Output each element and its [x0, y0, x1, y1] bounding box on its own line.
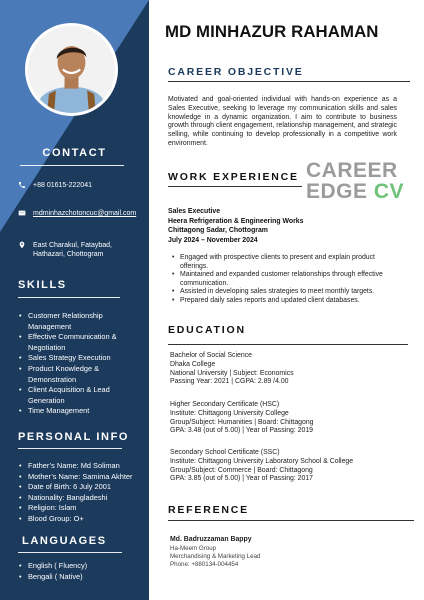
job-duty-item: • Prepared daily sales reports and updated client databases. — [172, 297, 404, 306]
reference-role: Merchandising & Marketing Lead — [170, 553, 261, 560]
skill-item: • Effective Communication & Negotiation — [18, 332, 143, 353]
personal-info-item: • Date of Birth: 6 July 2001 — [18, 482, 143, 493]
contact-phone — [18, 181, 92, 191]
reference-phone: Phone: +880134-004454 — [170, 561, 239, 568]
logo-line-2 — [306, 181, 404, 202]
career-edge-cv-logo — [306, 160, 414, 204]
job-company: Heera Refrigeration & Engineering Works — [168, 217, 304, 225]
education-divider — [168, 344, 408, 345]
education-line: Group/Subject: Humanities | Board: Chittagong — [170, 418, 314, 426]
reference-divider — [168, 520, 414, 521]
education-line: Passing Year: 2021 | CGPA: 2.89 /4.00 — [170, 378, 289, 386]
languages-heading: LANGUAGES — [22, 535, 107, 547]
reference-heading: REFERENCE — [168, 504, 249, 516]
skill-item: • Time Management — [18, 406, 143, 417]
profile-photo-avatar — [28, 26, 115, 113]
career-objective-text: Motivated and goal-oriented individual with hands-on experience as a Sales Executive, seeking to leverage my communication skills and sales knowledge in a dynamic organization. I aim to contribute to business growth through client engagement, relationship management, and strategic selling, while continuing to develop professionally in a competitive work environment. — [168, 96, 397, 147]
career-objective-divider — [168, 81, 410, 82]
education-line: Bachelor of Social Science — [170, 352, 252, 359]
contact-divider — [20, 165, 124, 166]
education-line: Dhaka College — [170, 360, 216, 368]
work-experience-divider — [168, 186, 302, 187]
education-line: Institute: Chittagong University College — [170, 409, 289, 417]
logo-line-1: CAREER — [306, 159, 398, 182]
education-line: GPA: 3.48 (out of 5.00) | Year of Passing: 2019 — [170, 427, 314, 435]
personal-info-item: • Religion: Islam — [18, 503, 143, 514]
education-line: National University | Subject: Economics — [170, 369, 294, 377]
candidate-name: MD MINHAZUR RAHAMAN — [165, 22, 379, 41]
skills-heading: SKILLS — [18, 279, 67, 291]
education-entry-bachelor — [170, 352, 404, 387]
contact-email[interactable] — [18, 209, 136, 219]
skills-list — [18, 311, 143, 417]
reference-block — [170, 535, 260, 569]
email-link[interactable]: mdminhazchotoncuc@gmail.com — [33, 210, 137, 217]
skills-divider — [18, 297, 120, 298]
education-line: GPA: 3.85 (out of 5.00) | Year of Passing: 2017 — [170, 475, 314, 483]
phone-icon — [18, 181, 30, 191]
personal-info-item: • Blood Group: O+ — [18, 514, 143, 525]
profile-photo — [25, 23, 118, 116]
personal-info-item: • Mother’s Name: Samima Akhter — [18, 472, 143, 483]
sidebar — [0, 0, 149, 600]
language-item: • Bengali ( Native) — [18, 572, 143, 583]
phone-text: +88 01615-222041 — [33, 182, 92, 189]
education-entry-hsc — [170, 401, 404, 436]
job-location: Chittagong Sadar, Chottogram — [168, 227, 268, 235]
reference-org: Ha-Meem Group — [170, 545, 217, 552]
career-objective-heading: CAREER OBJECTIVE — [168, 66, 304, 78]
job-duty-item: • Engaged with prospective clients to present and explain product offerings. — [172, 254, 404, 271]
skill-item: • Sales Strategy Execution — [18, 353, 143, 364]
personal-info-item: • Father’s Name: Md Soliman — [18, 461, 143, 472]
skill-item: • Customer Relationship Management — [18, 311, 143, 332]
job-header — [168, 207, 303, 245]
mail-icon — [18, 209, 30, 219]
job-duty-item: • Assisted in developing sales strategies to meet monthly targets. — [172, 288, 404, 297]
contact-address — [18, 241, 112, 259]
education-heading: EDUCATION — [168, 324, 246, 336]
languages-list — [18, 561, 143, 582]
job-duties-list — [172, 254, 404, 306]
job-period: July 2024 – November 2024 — [168, 236, 258, 244]
language-item: • English ( Fluency) — [18, 561, 143, 572]
reference-name: Md. Badruzzaman Bappy — [170, 536, 252, 543]
languages-divider — [18, 552, 122, 553]
personal-info-divider — [18, 448, 122, 449]
education-line: Secondary School Certificate (SSC) — [170, 449, 280, 456]
skill-item: • Client Acquisition & Lead Generation — [18, 385, 143, 406]
education-line: Group/Subject: Commerce | Board: Chittagong — [170, 466, 313, 474]
work-experience-heading: WORK EXPERIENCE — [168, 171, 299, 183]
logo-cv: CV — [373, 180, 405, 203]
education-line: Institute: Chittagong University Laboratory School & College — [170, 457, 354, 465]
personal-info-list — [18, 461, 143, 525]
address-line-2: Hathazari, Chottogram — [33, 251, 104, 258]
personal-info-item: • Nationality: Bangladeshi — [18, 493, 143, 504]
skill-item: • Product Knowledge & Demonstration — [18, 364, 143, 385]
job-duty-item: • Maintained and expanded customer relationships through effective communication. — [172, 271, 404, 288]
logo-edge: EDGE — [306, 180, 374, 203]
personal-info-heading: PERSONAL INFO — [18, 431, 130, 443]
job-title: Sales Executive — [168, 208, 221, 215]
education-line: Higher Secondary Certificate (HSC) — [170, 401, 280, 408]
education-entry-ssc — [170, 449, 404, 484]
address-text — [33, 241, 112, 259]
location-pin-icon — [18, 241, 30, 251]
contact-heading: CONTACT — [42, 147, 107, 159]
address-line-1: East Charakul, Fataybad, — [33, 242, 112, 249]
